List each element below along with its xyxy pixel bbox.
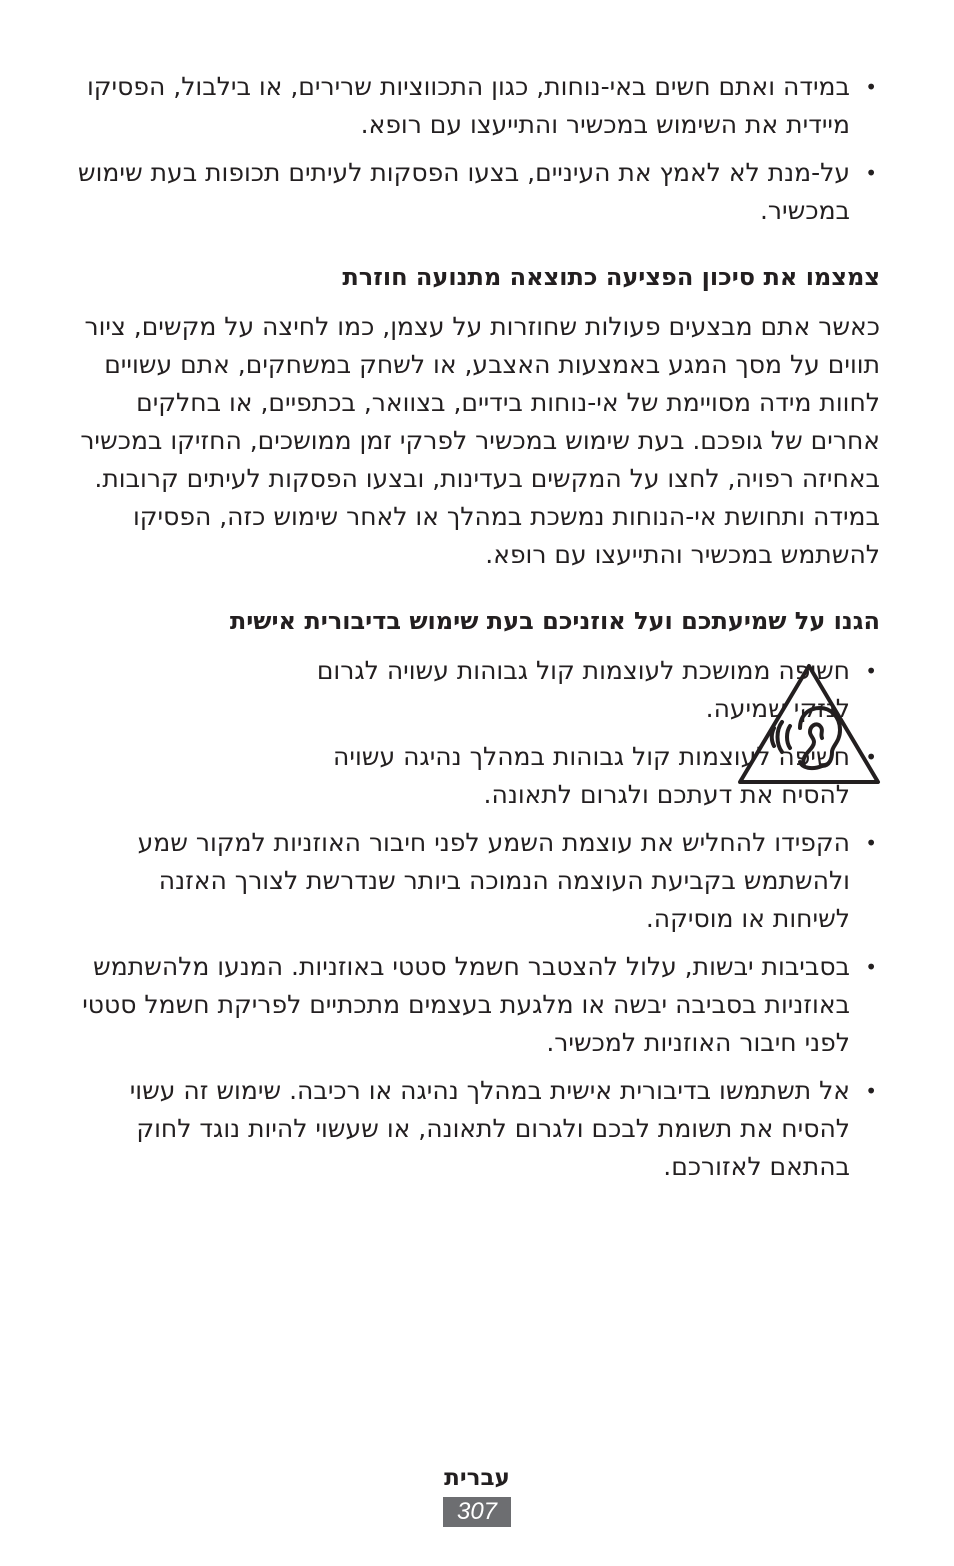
page-footer — [0, 1463, 954, 1527]
top-bullet-list — [76, 68, 880, 230]
list-item — [264, 738, 880, 814]
bullet-dot: • — [865, 955, 877, 979]
page-content — [76, 68, 880, 1196]
bullet-dot: • — [865, 1079, 877, 1103]
bullet-text: בסביבות יבשות, עלול להצטבר חשמל סטטי באוזניות. המנעו מלהשתמש באוזניות בסביבה יבשה או מלגעת בעצמים מתכתיים לפריקת חשמל סטטי לפני חיבור האוזניות למכשיר. — [82, 952, 850, 1057]
list-item — [264, 652, 880, 728]
repetitive-motion-paragraph: כאשר אתם מבצעים פעולות שחוזרות על עצמן, כמו לחיצה על מקשים, ציור תווים על מסך המגע באמצעות האצבע, או לשחק במשחקים, אתם עשויים לחוות מידה מסויימת של אי-נוחות בידיים, בצוואר, בכתפיים, או בחלקים אחרים של גופכם. בעת שימוש במכשיר לפרקי זמן ממושכים, החזיקו במכשיר באחיזה רפויה, לחצו על המקשים בעדינות, ובצעו הפסקות לעיתים קרובות. במידה ותחושת אי-הנוחות נמשכת במהלך או לאחר שימוש כזה, הפסיקו להשתמש במכשיר והתייעצו עם רופא. — [80, 312, 880, 569]
hearing-bullet-list — [76, 824, 880, 1186]
bullet-text: אל תשתמשו בדיבורית אישית במהלך נהיגה או רכיבה. שימוש זה עשוי להסיח את תשומת לבכם ולגרום לתאונה, או שעשוי להיות נוגד לחוק בהתאם לאזורכם. — [129, 1076, 850, 1181]
bullet-text: על-מנת לא לאמץ את העיניים, בצעו הפסקות לעיתים תכופות בעת שימוש במכשיר. — [77, 158, 850, 225]
hearing-warning-block — [76, 652, 880, 814]
list-item — [76, 1072, 880, 1186]
bullet-dot: • — [865, 161, 877, 185]
bullet-text: הקפידו להחליש את עוצמת השמע לפני חיבור האוזניות למקור שמע ולהשתמש בקביעת העוצמה הנמוכה ביותר שנדרשת לצורך האזנה לשיחות או מוסיקה. — [137, 828, 850, 933]
list-item — [76, 948, 880, 1062]
hearing-protection-heading: הגנו על שמיעתכם ועל אוזניכם בעת שימוש בדיבורית אישית — [229, 607, 880, 635]
bullet-dot: • — [865, 745, 877, 769]
list-item — [76, 68, 880, 144]
bullet-dot: • — [865, 659, 877, 683]
bullet-text: במידה ואתם חשים באי-נוחות, כגון התכווציות שרירים, או בילבול, הפסיקו מיידית את השימוש במכשיר והתייעצו עם רופא. — [87, 72, 850, 139]
bullet-dot: • — [865, 831, 877, 855]
bullet-dot: • — [865, 75, 877, 99]
footer-language: עברית — [444, 1465, 510, 1491]
page-number: 307 — [443, 1497, 511, 1527]
list-item — [76, 824, 880, 938]
repetitive-motion-heading: צמצמו את סיכון הפציעה כתוצאה מתנועה חוזרת — [342, 263, 880, 291]
bullet-text: חשיפה ממושכת לעוצמות קול גבוהות עשויה לגרום לנזקי שמיעה. — [316, 656, 850, 723]
bullet-text: חשיפה לעוצמות קול גבוהות במהלך נהיגה עשויה להסיח את דעתכם ולגרום לתאונה. — [333, 742, 850, 809]
list-item — [76, 154, 880, 230]
